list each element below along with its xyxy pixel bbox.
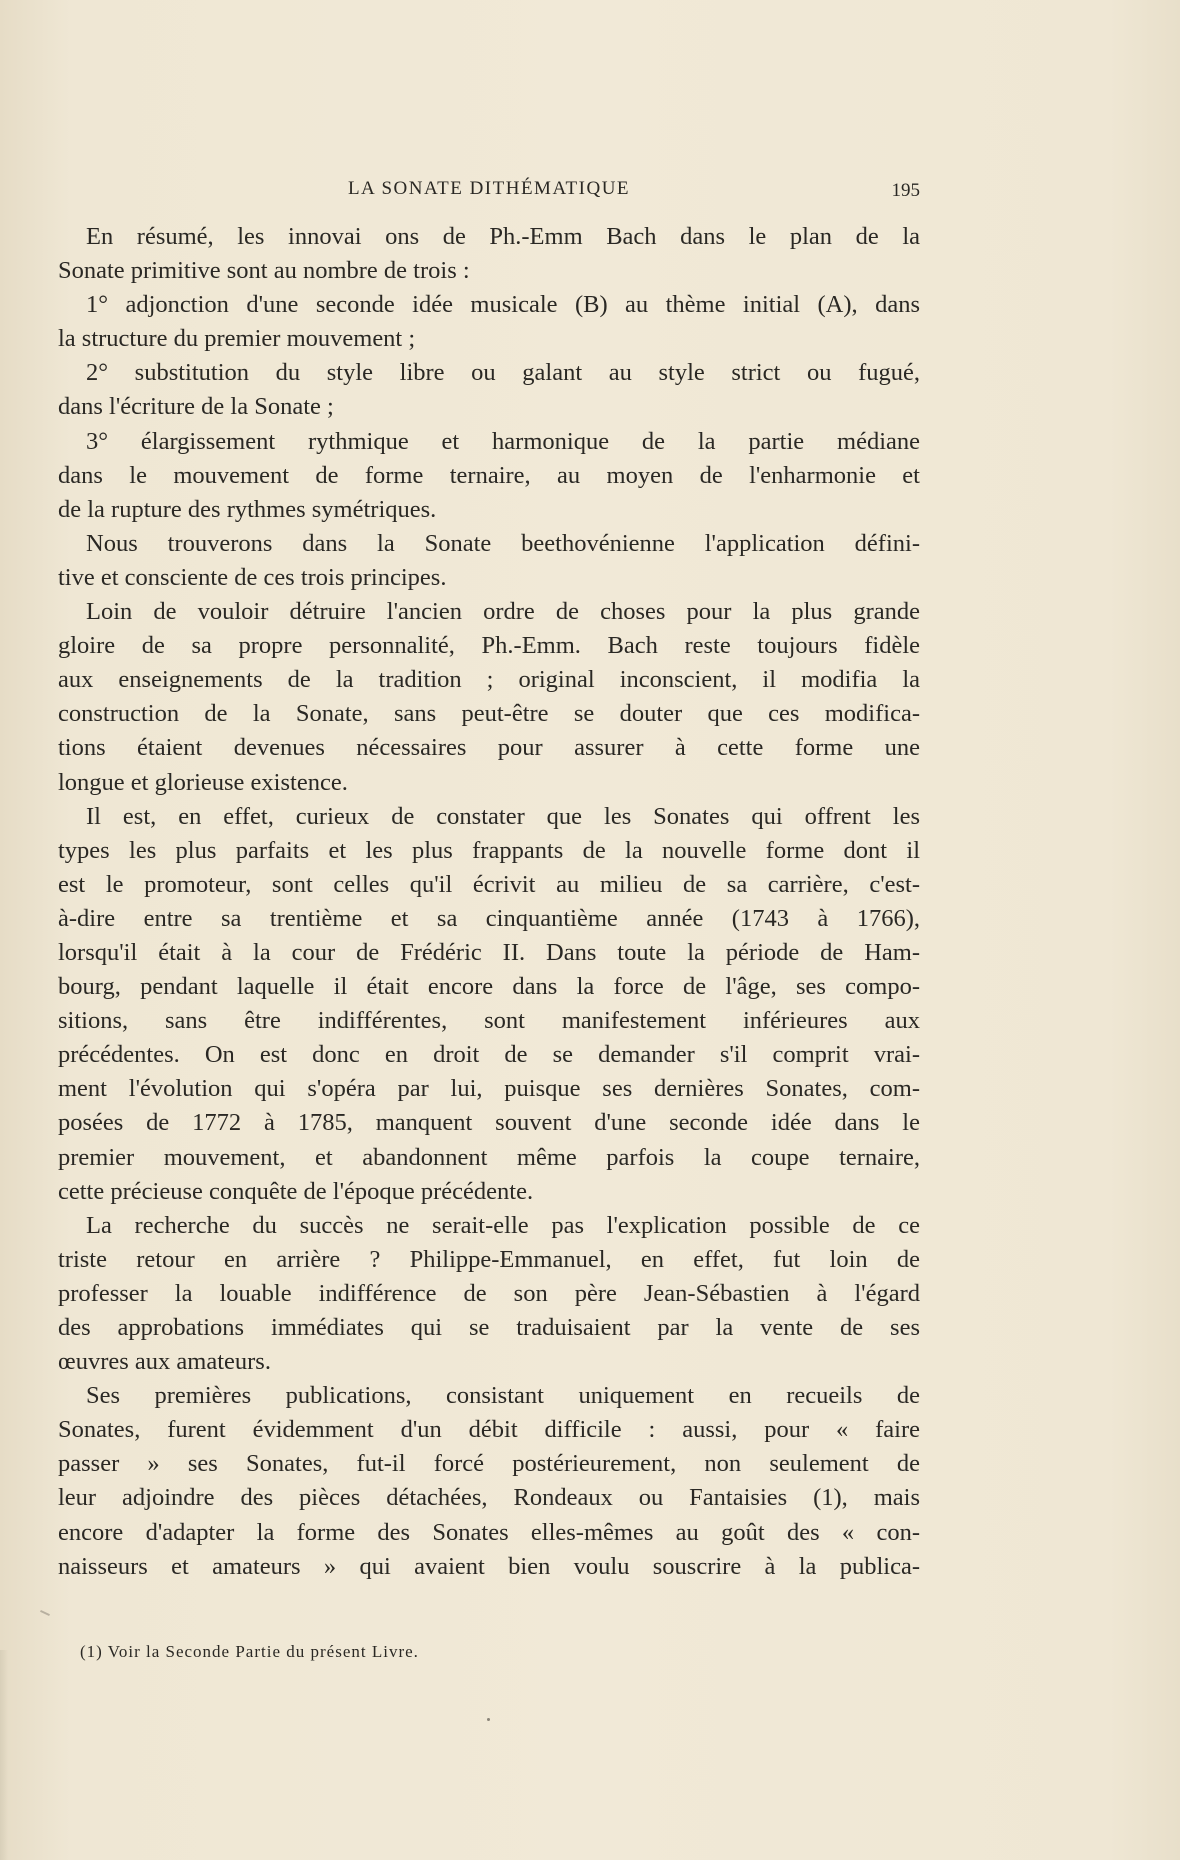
text-line: cette précieuse conquête de l'époque précédente. — [58, 1177, 534, 1205]
text-line: leur adjoindre des pièces détachées, Rondeaux ou Fantaisies (1), mais — [58, 1484, 920, 1512]
ink-dot — [487, 1718, 490, 1721]
text-line: construction de la Sonate, sans peut-être se douter que ces modifica- — [58, 700, 920, 728]
text-line: à-dire entre sa trentième et sa cinquantième année (1743 à 1766), — [58, 904, 920, 932]
text-line: 3° élargissement rythmique et harmonique de la partie médiane — [86, 427, 920, 455]
page-header — [58, 178, 920, 208]
text-line: gloire de sa propre personnalité, Ph.-Emm. Bach reste toujours fidèle — [58, 632, 920, 660]
text-line: triste retour en arrière ? Philippe-Emmanuel, en effet, fut loin de — [58, 1245, 920, 1273]
text-line: longue et glorieuse existence. — [58, 768, 348, 796]
text-line: professer la louable indifférence de son père Jean-Sébastien à l'égard — [58, 1279, 920, 1307]
text-line: posées de 1772 à 1785, manquent souvent d'une seconde idée dans le — [58, 1109, 920, 1137]
text-line: Loin de vouloir détruire l'ancien ordre de choses pour la plus grande — [86, 598, 920, 626]
text-line: Sonates, furent évidemment d'un débit difficile : aussi, pour « faire — [58, 1416, 920, 1444]
text-line: encore d'adapter la forme des Sonates elles-mêmes au goût des « con- — [58, 1518, 920, 1546]
text-line: En résumé, les innovai ons de Ph.-Emm Bach dans le plan de la — [86, 223, 920, 250]
text-line: passer » ses Sonates, fut-il forcé postérieurement, non seulement de — [58, 1450, 920, 1478]
text-line: ment l'évolution qui s'opéra par lui, puisque ses dernières Sonates, com- — [58, 1075, 920, 1103]
page-number: 195 — [891, 180, 920, 201]
text-line: lorsqu'il était à la cour de Frédéric II. Dans toute la période de Ham- — [58, 938, 920, 966]
running-title: LA SONATE DITHÉMATIQUE — [347, 178, 631, 199]
text-line: sitions, sans être indifférentes, sont manifestement inférieures aux — [58, 1007, 920, 1035]
text-line: des approbations immédiates qui se traduisaient par la vente de ses — [58, 1314, 920, 1341]
text-line: Sonate primitive sont au nombre de trois : — [58, 257, 470, 285]
text-line: tions étaient devenues nécessaires pour assurer à cette forme une — [58, 734, 920, 762]
text-line: La recherche du succès ne serait-elle pas l'explication possible de ce — [86, 1211, 920, 1239]
page-edge-shadow — [0, 1650, 8, 1860]
text-line: précédentes. On est donc en droit de se demander s'il comprit vrai- — [58, 1041, 920, 1069]
text-line: dans le mouvement de forme ternaire, au moyen de l'enharmonie et — [58, 461, 920, 489]
text-line: premier mouvement, et abandonnent même parfois la coupe ternaire, — [58, 1143, 920, 1171]
text-line: bourg, pendant laquelle il était encore dans la force de l'âge, ses compo- — [58, 973, 920, 1001]
text-line: Ses premières publications, consistant uniquement en recueils de — [86, 1382, 920, 1410]
text-line: 2° substitution du style libre ou galant au style strict ou fugué, — [86, 359, 920, 387]
text-line: naisseurs et amateurs » qui avaient bien voulu souscrire à la publica- — [58, 1552, 920, 1580]
text-line: la structure du premier mouvement ; — [58, 325, 416, 353]
text-line: types les plus parfaits et les plus frappants de la nouvelle forme dont il — [58, 836, 920, 864]
text-line: œuvres aux amateurs. — [58, 1348, 271, 1376]
text-line: dans l'écriture de la Sonate ; — [58, 393, 334, 421]
margin-mark — [40, 1610, 50, 1616]
text-line: Nous trouverons dans la Sonate beethovénienne l'application défini- — [86, 529, 920, 557]
text-line: Il est, en effet, curieux de constater que les Sonates qui offrent les — [86, 802, 920, 830]
footnote: (1) Voir la Seconde Partie du présent Livre. — [80, 1642, 419, 1661]
text-line: 1° adjonction d'une seconde idée musicale (B) au thème initial (A), dans — [86, 291, 920, 319]
body-text — [58, 220, 920, 1584]
text-line: de la rupture des rythmes symétriques. — [58, 495, 437, 523]
text-line: est le promoteur, sont celles qu'il écrivit au milieu de sa carrière, c'est- — [58, 870, 920, 898]
text-line: tive et consciente de ces trois principes. — [58, 563, 447, 591]
text-line: aux enseignements de la tradition ; original inconscient, il modifia la — [58, 666, 920, 694]
